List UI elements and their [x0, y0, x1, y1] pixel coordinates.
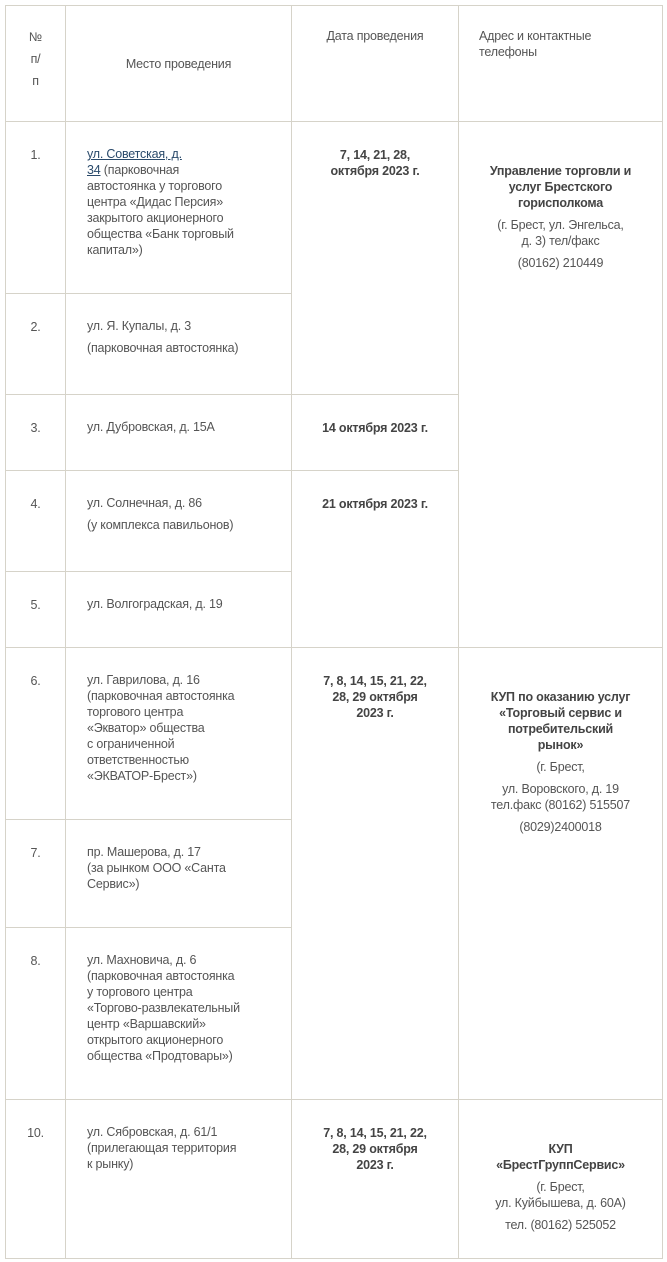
row-address [459, 122, 663, 648]
row-number: 4. [6, 471, 66, 572]
row-number: 6. [6, 648, 66, 820]
row-place: пр. Машерова, д. 17 (за рынком ООО «Санта Сервис») [66, 820, 292, 928]
row-number: 1. [6, 122, 66, 294]
row-date: 7, 14, 21, 28, октября 2023 г. [292, 122, 459, 395]
row-number: 3. [6, 395, 66, 471]
row-address [459, 648, 663, 1100]
row-number: 2. [6, 294, 66, 395]
table-row [6, 648, 663, 820]
row-place: ул. Гаврилова, д. 16 (парковочная автостоянка торгового центра «Экватор» общества с ограниченной ответственностью «ЭКВАТОР-Брест») [66, 648, 292, 820]
table-row [6, 1100, 663, 1259]
row-place: ул. Сябровская, д. 61/1 (прилегающая территория к рынку) [66, 1100, 292, 1259]
address-line: (г. Брест, ул. Энгельса, д. 3) тел/факс [497, 218, 624, 248]
address-line: (г. Брест, [536, 760, 585, 774]
org-name: КУП по оказанию услуг «Торговый сервис и потребительский рынок» [490, 690, 631, 752]
row-date: 7, 8, 14, 15, 21, 22, 28, 29 октября 2023 г. [292, 648, 459, 1100]
place-text: ул. Я. Купалы, д. 3 [87, 319, 192, 333]
place-note: (парковочная автостоянка) [87, 341, 239, 355]
row-number: 10. [6, 1100, 66, 1259]
phone-line: (8029)2400018 [519, 820, 602, 834]
header-address: Адрес и контактные телефоны [459, 6, 663, 122]
row-date: 14 октября 2023 г. [292, 395, 459, 471]
table-row [6, 122, 663, 294]
row-address [459, 1100, 663, 1259]
row-number: 5. [6, 572, 66, 648]
row-date: 21 октября 2023 г. [292, 471, 459, 648]
row-place: ул. Махновича, д. 6 (парковочная автостоянка у торгового центра «Торгово-развлекательный центр «Варшавский» открытого акционерного общества «Продтовары») [66, 928, 292, 1100]
header-row [6, 6, 663, 122]
phone-line: (80162) 210449 [517, 256, 604, 270]
address-line: ул. Воровского, д. 19 тел.факс (80162) 515507 [490, 782, 631, 812]
header-place: Место проведения [66, 6, 292, 122]
row-place [66, 471, 292, 572]
place-note: (у комплекса павильонов) [87, 518, 234, 532]
address-line: (г. Брест, ул. Куйбышева, д. 60А) [495, 1180, 626, 1210]
row-number: 7. [6, 820, 66, 928]
org-name: Управление торговли и услуг Брестского горисполкома [489, 164, 632, 210]
phone-line: тел. (80162) 525052 [505, 1218, 616, 1232]
place-link[interactable]: ул. Советская, д. 34 [87, 147, 182, 177]
header-date: Дата проведения [292, 6, 459, 122]
row-number: 8. [6, 928, 66, 1100]
events-table [5, 5, 663, 1259]
place-text: (парковочная автостоянка у торгового центра «Дидас Персия» закрытого акционерного общества «Банк торговый капитал») [87, 163, 234, 257]
row-place: ул. Волгоградская, д. 19 [66, 572, 292, 648]
org-name: КУП «БрестГруппСервис» [496, 1142, 625, 1172]
row-place: ул. Дубровская, д. 15А [66, 395, 292, 471]
header-num: № п/ п [6, 6, 66, 122]
row-date: 7, 8, 14, 15, 21, 22, 28, 29 октября 2023 г. [292, 1100, 459, 1259]
place-text: ул. Солнечная, д. 86 [87, 496, 202, 510]
row-place [66, 122, 292, 294]
row-place [66, 294, 292, 395]
